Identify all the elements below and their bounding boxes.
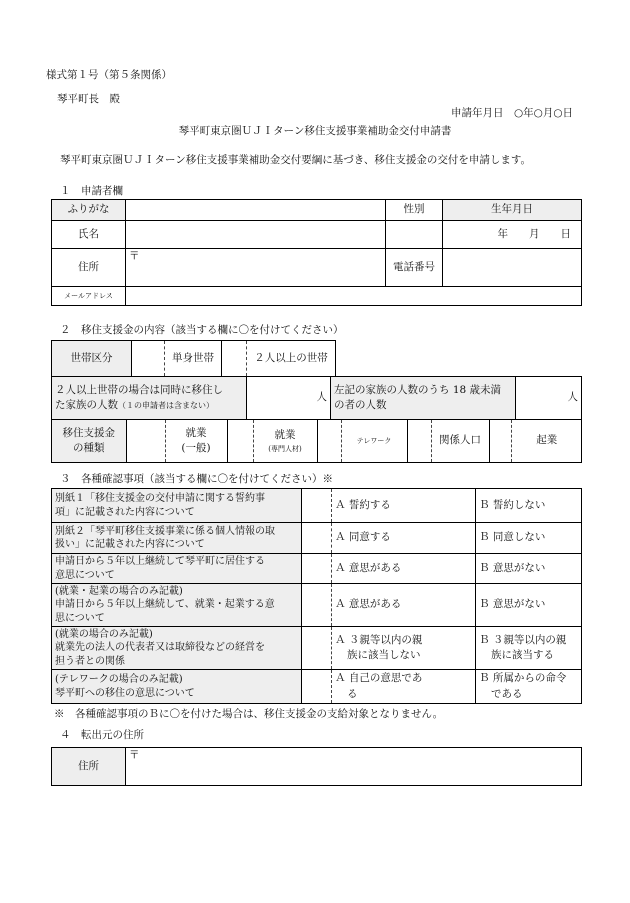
startup-label: 起業 [536,434,558,447]
postal-mark: 〒 [129,749,140,761]
previous-address-field[interactable] [126,748,582,786]
gender-label: 性別 [386,200,443,221]
applicant-table [51,199,582,306]
previous-address-label: 住所 [52,748,126,786]
job-professional-label: 就業 (専門人材) [253,420,317,462]
option-b-label[interactable]: Ｂ 同意しない [476,523,582,554]
name-label: 氏名 [52,221,126,249]
name-field[interactable] [126,221,386,249]
support-type-table [52,420,582,462]
confirmation-row [52,489,582,523]
address-label: 住所 [52,249,126,287]
option-b-label[interactable]: Ｂ 意思がない [476,584,582,627]
option-a-check[interactable] [302,627,332,670]
option-a-label: Ａ 自己の意思であ る [332,670,476,704]
minor-count-label: 左記の家族の人数のうち 18 歳未満 の者の人数 [331,377,516,420]
confirmation-question: 申請日から５年以上継続して琴平町に居住する 意思について [52,554,302,584]
phone-field[interactable] [443,249,582,287]
confirmation-question: 別紙２「琴平町移住支援事業に係る個人情報の取 扱い」に記載された内容について [52,523,302,554]
confirmation-question: (就業・起業の場合のみ記載) 申請日から５年以上継続して、就業・起業する意 思について [52,584,302,627]
option-a-label: Ａ 誓約する [332,489,476,523]
option-a-label: Ａ 意思がある [332,554,476,584]
single-check[interactable] [132,341,165,377]
confirmation-question: 別紙１「移住支援金の交付申請に関する誓約事 項」に記載された内容について [52,489,302,523]
kankei-label: 関係人口 [431,420,489,462]
telework-check[interactable] [317,420,341,462]
confirmation-row [52,584,582,627]
kankei-check[interactable] [407,420,431,462]
previous-address-table [51,747,582,786]
job-general-label: 就業 (一般) [165,420,227,462]
option-a-label: Ａ 同意する [332,523,476,554]
option-b-label[interactable]: Ｂ 所属からの命令 である [476,670,582,704]
option-b-label[interactable]: Ｂ 誓約しない [476,489,582,523]
support-type-label: 移住支援金 の種類 [52,420,126,462]
section1-heading: １ 申請者欄 [60,185,123,197]
option-b-label[interactable]: Ｂ 意思がない [476,554,582,584]
confirmation-row [52,627,582,670]
confirmation-row [52,670,582,704]
email-field[interactable] [126,287,582,306]
section4-heading: ４ 転出元の住所 [60,729,144,741]
family-count-field[interactable]: 人 [247,377,331,420]
minor-count-field[interactable]: 人 [516,377,582,420]
section2-heading: ２ 移住支援金の内容（該当する欄に〇を付けてください） [60,324,344,336]
telework-label: テレワーク [341,420,407,462]
section3-heading: ３ 各種確認事項（該当する欄に〇を付けてください）※ [60,473,333,485]
address-field[interactable] [126,249,386,287]
addressee: 琴平町長 殿 [57,93,120,105]
multi-label: ２人以上の世帯 [247,341,336,377]
option-b-label[interactable]: Ｂ ３親等以内の親 族に該当する [476,627,582,670]
option-a-check[interactable] [302,670,332,704]
furigana-label: ふりがな [52,200,126,221]
form-number: 様式第１号（第５条関係） [46,69,172,81]
job-general-check[interactable] [126,420,165,462]
gender-field[interactable] [386,221,443,249]
application-date: 申請年月日 ○年○月○日 [451,107,573,119]
confirmation-row [52,554,582,584]
option-a-check[interactable] [302,523,332,554]
confirmation-table [51,488,582,704]
single-label: 単身世帯 [165,341,222,377]
startup-check[interactable] [489,420,511,462]
birthdate-label: 生年月日 [443,200,582,221]
job-professional-check[interactable] [227,420,253,462]
confirmation-row [52,523,582,554]
email-label: メールアドレス [52,287,126,306]
confirmation-question: (就業の場合のみ記載) 就業先の法人の代表者又は取締役などの経営を 担う者との関係 [52,627,302,670]
intro-text: 琴平町東京圏ＵＪＩターン移住支援事業補助金交付要綱に基づき、移住支援金の交付を申請します。 [60,154,532,166]
option-a-check[interactable] [302,554,332,584]
option-a-check[interactable] [302,489,332,523]
family-count-label: ２人以上世帯の場合は同時に移住し た家族の人数（１の申請者は含まない） [52,377,247,420]
birthdate-field[interactable]: 年 月 日 [443,221,582,249]
option-a-label: Ａ ３親等以内の親 族に該当しない [332,627,476,670]
family-table [51,376,582,463]
confirmation-note: ※ 各種確認事項のＢに〇を付けた場合は、移住支援金の支給対象となりません。 [54,708,444,720]
confirmation-question: (テレワークの場合のみ記載) 琴平町への移住の意思について [52,670,302,704]
multi-check[interactable] [222,341,247,377]
option-a-label: Ａ 意思がある [332,584,476,627]
household-label: 世帯区分 [52,341,132,377]
option-a-check[interactable] [302,584,332,627]
phone-label: 電話番号 [386,249,443,287]
document-title: 琴平町東京圏ＵＪＩターン移住支援事業補助金交付申請書 [178,125,452,137]
postal-mark: 〒 [129,250,140,262]
furigana-field[interactable] [126,200,386,221]
household-table [51,340,336,377]
